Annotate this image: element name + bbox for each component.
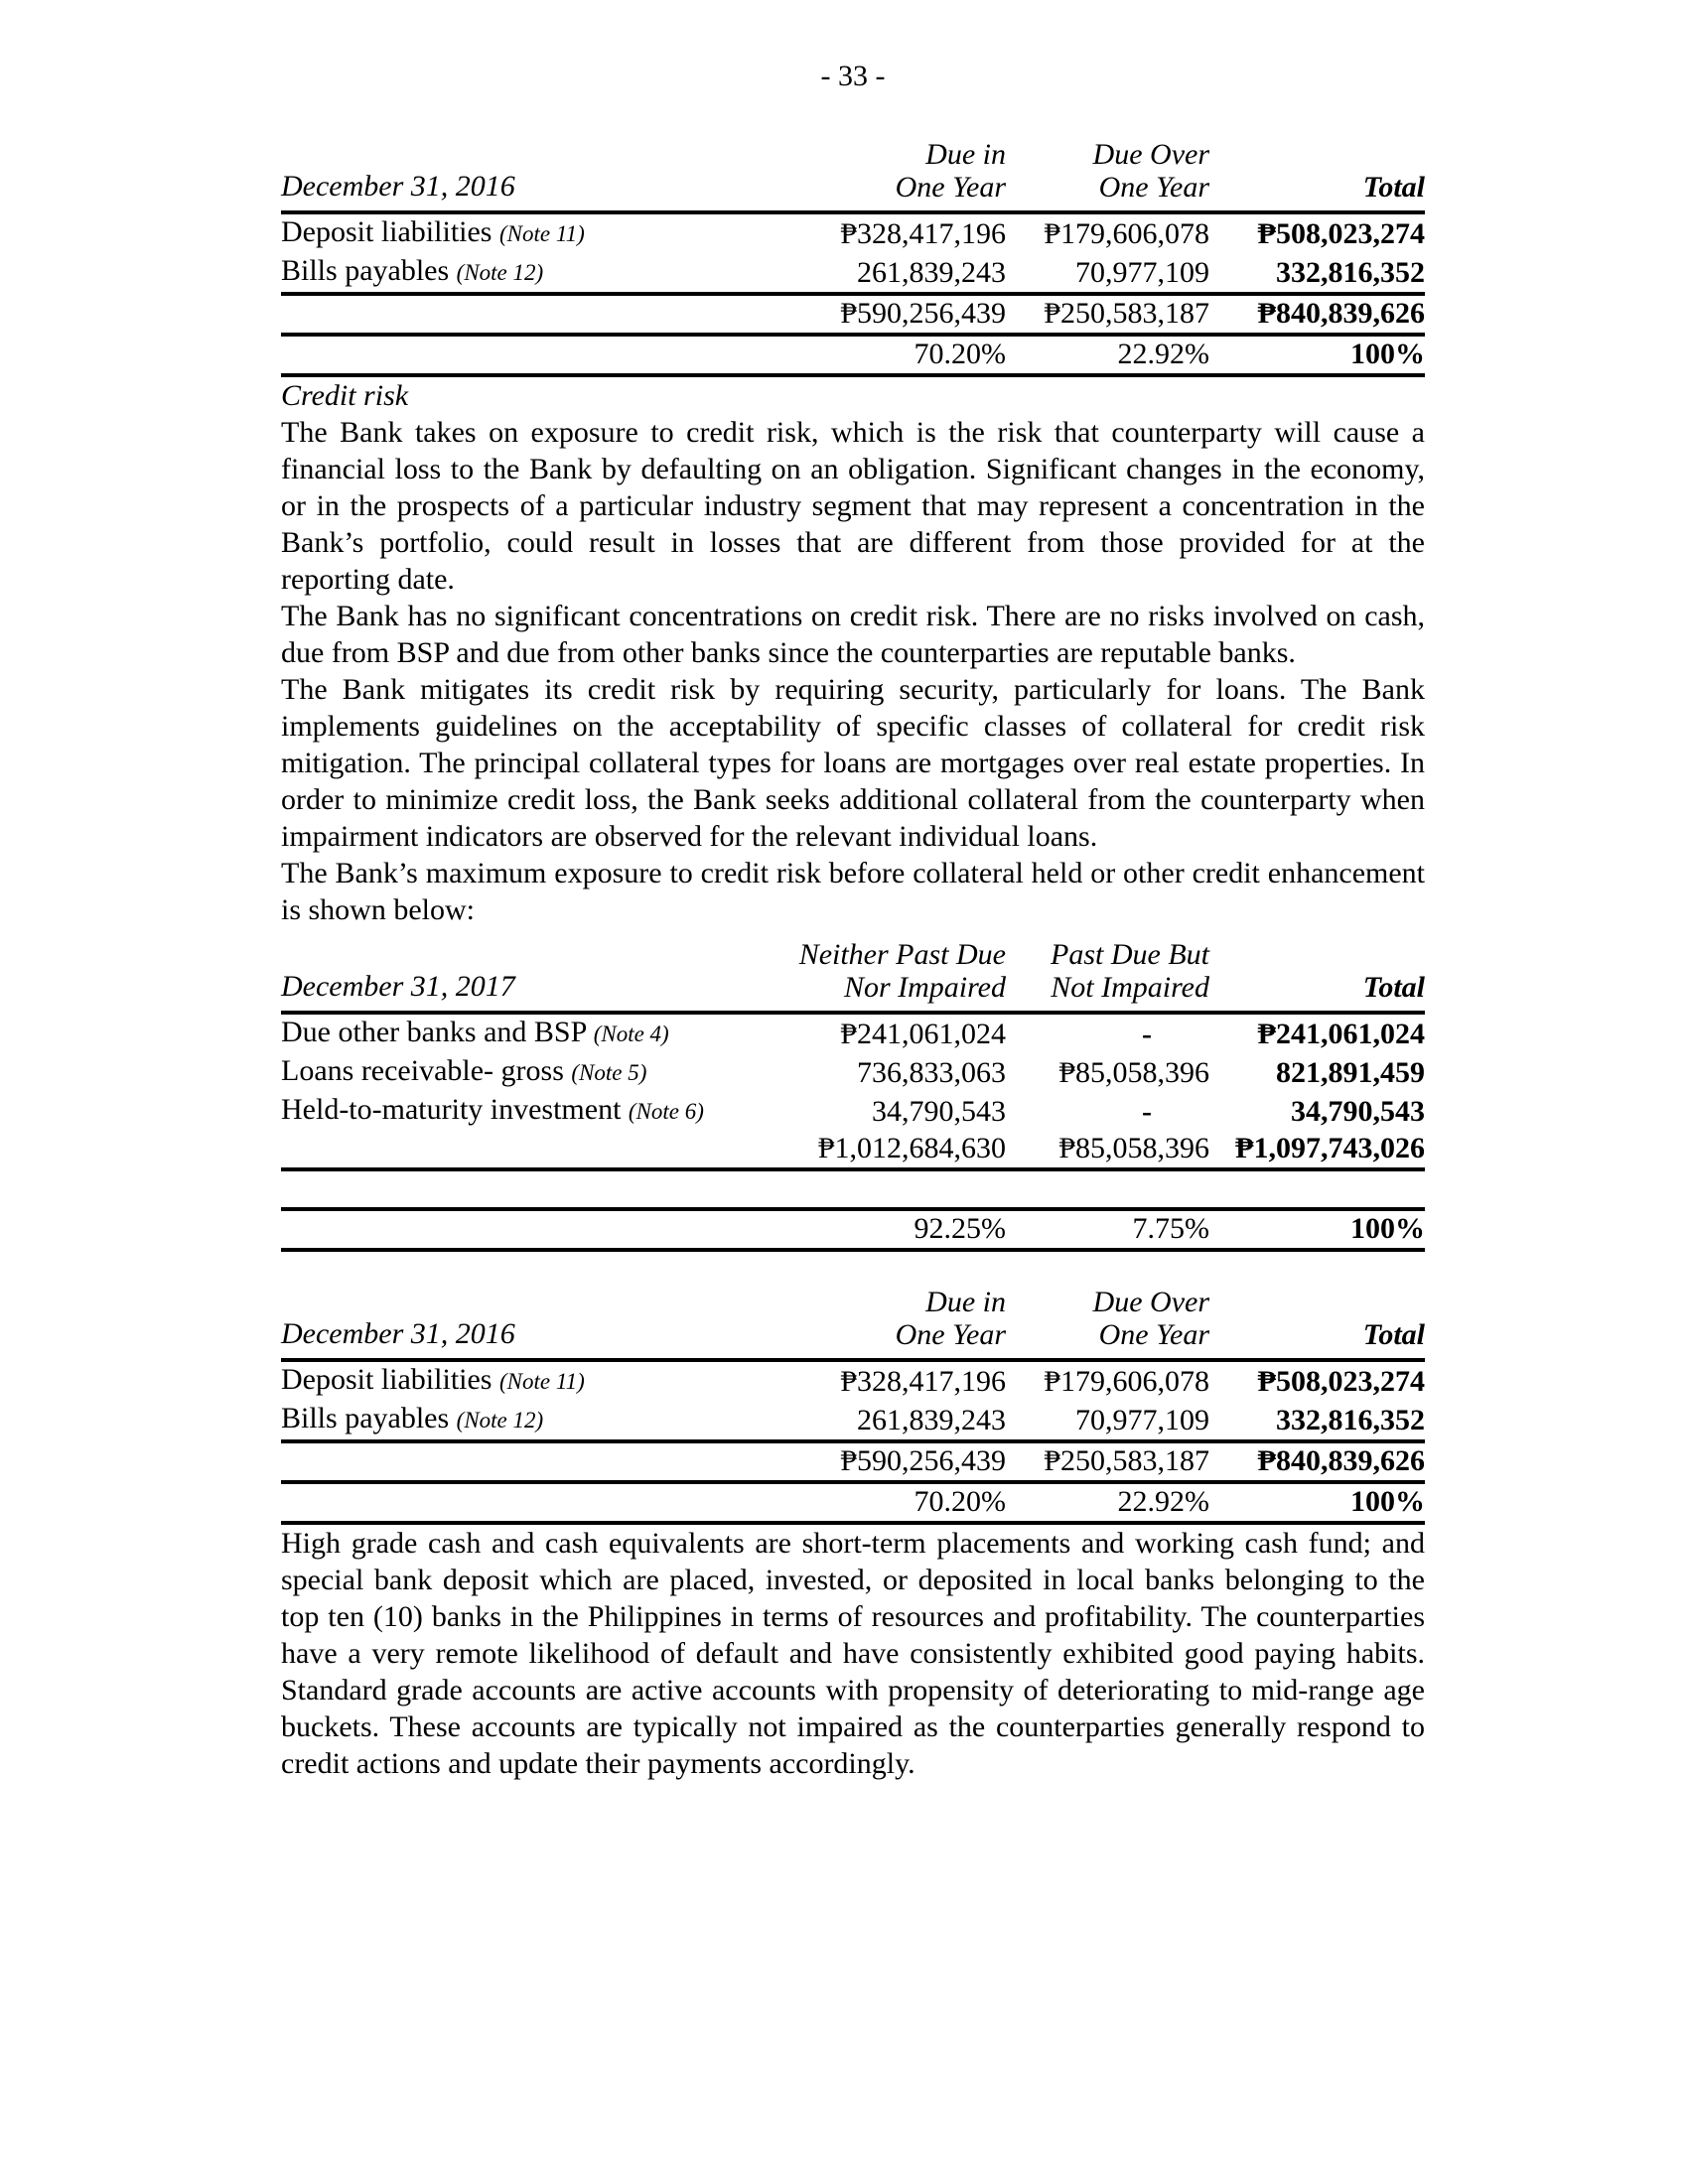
table-due-2016-top — [281, 138, 1425, 377]
cell-past-due-dash: - — [1142, 1018, 1152, 1050]
cell-total-due-over: ₱250,583,187 — [1006, 294, 1209, 335]
paragraph-no-concentrations: The Bank has no significant concentrations on credit risk. There are no risks involved on cash, due from BSP and due from other banks since the counterparties are reputable banks. — [281, 600, 1425, 669]
table-row — [281, 1013, 1425, 1053]
note-reference: (Note 11) — [498, 221, 585, 246]
header-col-total: Total — [1209, 938, 1425, 1013]
header-col-due-in-one-year: Due in One Year — [758, 138, 1006, 212]
note-reference: (Note 12) — [456, 1408, 544, 1433]
table-exposure-2017 — [281, 938, 1425, 1171]
cell-due-over: 70,977,109 — [1006, 253, 1209, 294]
cell-past-due-dash: - — [1142, 1095, 1152, 1128]
note-reference: (Note 6) — [628, 1099, 704, 1124]
row-label-empty — [281, 1131, 758, 1169]
row-label-empty — [281, 1482, 758, 1523]
note-reference: (Note 4) — [593, 1022, 669, 1046]
row-label-empty — [281, 1209, 758, 1250]
table-row — [281, 1401, 1425, 1441]
header-col-due-over-one-year: Due Over One Year — [1006, 138, 1209, 212]
cell-percent-neither-past-due: 92.25% — [758, 1209, 1006, 1250]
table-due-2016-bottom — [281, 1286, 1425, 1525]
cell-percent-total: 100% — [1209, 1209, 1425, 1250]
table-header-row — [281, 138, 1425, 212]
header-col-past-due-not-impaired: Past Due But Not Impaired — [1006, 938, 1209, 1013]
cell-total: 332,816,352 — [1209, 1401, 1425, 1441]
table-total-row — [281, 294, 1425, 335]
cell-percent-due-over: 22.92% — [1006, 1482, 1209, 1523]
row-label-empty — [281, 1441, 758, 1482]
table-row — [281, 1053, 1425, 1092]
row-label: Bills payables (Note 12) — [281, 253, 758, 294]
page-number: - 33 - — [820, 60, 886, 92]
cell-past-due: ₱85,058,396 — [1058, 1056, 1209, 1089]
header-col-neither-past-due: Neither Past Due Nor Impaired — [758, 938, 1006, 1013]
cell-neither-past-due: 34,790,543 — [872, 1095, 1006, 1128]
header-col-due-over-one-year: Due Over One Year — [1006, 1286, 1209, 1360]
row-label: Held-to-maturity investment (Note 6) — [281, 1093, 704, 1126]
table-total-row — [281, 1131, 1425, 1169]
cell-due-in: 261,839,243 — [758, 253, 1006, 294]
header-col-total: Total — [1209, 1286, 1425, 1360]
note-reference: (Note 11) — [498, 1369, 585, 1394]
note-reference: (Note 5) — [571, 1060, 647, 1085]
header-row-label: December 31, 2016 — [281, 138, 758, 212]
note-reference: (Note 12) — [456, 260, 544, 285]
paragraph-high-grade-cash: High grade cash and cash equivalents are short-term placements and working cash fund; and special bank deposit which are placed, invested, or deposited in local banks belonging to the top ten (10) banks in the Philippines in terms of resources and profitability. The counterparties have a very remote likelihood of default and have consistently exhibited good paying habits. Standard grade accounts are active accounts with propensity of deteriorating to mid-range age buckets. These accounts are typically not impaired as the counterparties generally respond to credit actions and update their payments accordingly. — [281, 1527, 1425, 1780]
table-header-row — [281, 938, 1425, 1013]
cell-neither-past-due: 736,833,063 — [857, 1056, 1006, 1089]
cell-total-due-over: ₱250,583,187 — [1006, 1441, 1209, 1482]
table-row — [281, 1360, 1425, 1401]
table-row — [281, 212, 1425, 253]
cell-total: 332,816,352 — [1209, 253, 1425, 294]
cell-due-in: 261,839,243 — [758, 1401, 1006, 1441]
cell-total-neither-past-due: ₱1,012,684,630 — [758, 1131, 1006, 1169]
table-percent-row — [281, 1209, 1425, 1250]
cell-total: 34,790,543 — [1291, 1095, 1425, 1128]
row-label: Due other banks and BSP (Note 4) — [281, 1016, 669, 1048]
cell-due-over: ₱179,606,078 — [1044, 1365, 1209, 1398]
table-percent-row — [281, 1482, 1425, 1523]
cell-grand-total: ₱840,839,626 — [1209, 294, 1425, 335]
paragraph-mitigation: The Bank mitigates its credit risk by requiring security, particularly for loans. The Bank implements guidelines on the acceptability of specific classes of collateral for credit risk mitigation. The principal collateral types for loans are mortgages over real estate properties. In order to minimize credit loss, the Bank seeks additional collateral from the counterparty when impairment indicators are observed for the relevant individual loans. — [281, 673, 1425, 853]
cell-percent-due-over: 22.92% — [1006, 335, 1209, 375]
cell-total-due-in: ₱590,256,439 — [758, 294, 1006, 335]
header-row-label: December 31, 2016 — [281, 1286, 758, 1360]
cell-grand-total: ₱840,839,626 — [1209, 1441, 1425, 1482]
cell-due-in: ₱328,417,196 — [840, 1365, 1006, 1398]
cell-total-past-due: ₱85,058,396 — [1006, 1131, 1209, 1169]
cell-percent-past-due: 7.75% — [1006, 1209, 1209, 1250]
cell-percent-total: 100% — [1209, 335, 1425, 375]
cell-total-due-in: ₱590,256,439 — [758, 1441, 1006, 1482]
header-row-label: December 31, 2017 — [281, 938, 758, 1013]
header-col-total: Total — [1209, 138, 1425, 212]
cell-total: ₱508,023,274 — [1257, 1365, 1425, 1398]
cell-grand-total: ₱1,097,743,026 — [1209, 1131, 1425, 1169]
cell-due-over: 70,977,109 — [1006, 1401, 1209, 1441]
cell-due-in: ₱328,417,196 — [840, 217, 1006, 250]
cell-total: 821,891,459 — [1276, 1056, 1425, 1089]
cell-percent-due-in: 70.20% — [758, 335, 1006, 375]
row-label-empty — [281, 335, 758, 375]
paragraph-credit-risk-intro: The Bank takes on exposure to credit risk, which is the risk that counterparty will cause a financial loss to the Bank by defaulting on an obligation. Significant changes in the economy, or in the prospects of a particular industry segment that may represent a concentration in the Bank’s portfolio, could result in losses that are different from those provided for at the reporting date. — [281, 416, 1425, 596]
row-label: Loans receivable- gross (Note 5) — [281, 1054, 647, 1087]
row-label: Deposit liabilities (Note 11) — [281, 1363, 585, 1396]
cell-due-over: ₱179,606,078 — [1044, 217, 1209, 250]
cell-total: ₱241,061,024 — [1257, 1018, 1425, 1050]
cell-neither-past-due: ₱241,061,024 — [840, 1018, 1006, 1050]
cell-percent-due-in: 70.20% — [758, 1482, 1006, 1523]
table-row — [281, 253, 1425, 294]
row-label-empty — [281, 294, 758, 335]
paragraph-maximum-exposure: The Bank’s maximum exposure to credit risk before collateral held or other credit enhancement is shown below: — [281, 857, 1425, 926]
table-row — [281, 1092, 1425, 1131]
credit-risk-heading: Credit risk — [281, 379, 409, 412]
table-header-row — [281, 1286, 1425, 1360]
table-percent-row — [281, 335, 1425, 375]
table-total-row — [281, 1441, 1425, 1482]
cell-total: ₱508,023,274 — [1257, 217, 1425, 250]
row-label: Bills payables (Note 12) — [281, 1401, 758, 1441]
table-exposure-2017-percent-band — [281, 1207, 1425, 1252]
header-col-due-in-one-year: Due in One Year — [758, 1286, 1006, 1360]
row-label: Deposit liabilities (Note 11) — [281, 215, 585, 248]
cell-percent-total: 100% — [1209, 1482, 1425, 1523]
